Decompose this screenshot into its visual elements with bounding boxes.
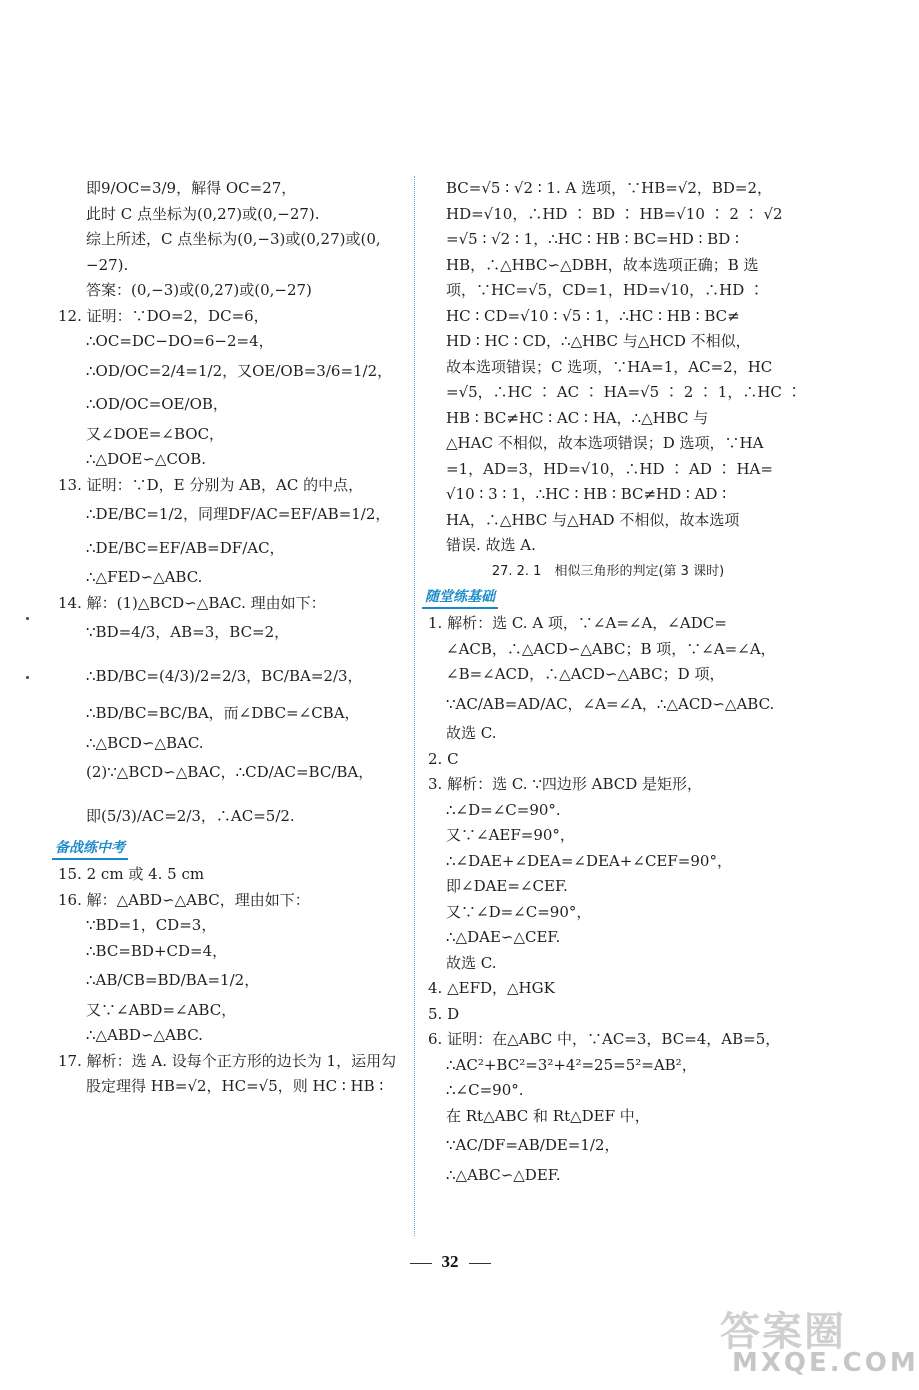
speck (26, 676, 29, 679)
text-line: √10 ∶ 3 ∶ 1，∴HC ∶ HB ∶ BC≠HD ∶ AD ∶ (446, 485, 727, 503)
text-line: =√5 ∶ √2 ∶ 1，∴HC ∶ HB ∶ BC=HD ∶ BD ∶ (446, 230, 739, 248)
text-line: BC=√5 ∶ √2 ∶ 1. A 选项，∵HB=√2，BD=2， (446, 179, 773, 197)
text-line: ∴AC²+BC²=3²+4²=25=5²=AB²， (446, 1055, 697, 1074)
text-line: ∴△BCD∽△BAC. (86, 733, 204, 752)
text-line: 即∠DAE=∠CEF. (446, 877, 568, 895)
text-line: ∴OC=DC−DO=6−2=4， (86, 332, 274, 350)
text-line: 即(5/3)/AC=2/3，∴AC=5/2. (86, 806, 295, 825)
watermark-cn: 答案圈 (720, 1309, 846, 1355)
dash-left (410, 1263, 432, 1264)
text-line: ∵BD=4/3，AB=3，BC=2， (86, 623, 290, 641)
text-line: 综上所述，C 点坐标为(0,−3)或(0,27)或(0, (86, 230, 381, 248)
text-line: 又∵∠D=∠C=90°， (446, 902, 592, 921)
text-line: HC ∶ CD=√10 ∶ √5 ∶ 1，∴HC ∶ HB ∶ BC≠ (446, 306, 740, 325)
text-line: 又∵∠ABD=∠ABC， (86, 1000, 237, 1019)
problem-14: 14. 解：(1)△BCD∽△BAC. 理由如下： (58, 593, 326, 612)
problem-17: 17. 解析：选 A. 设每个正方形的边长为 1，运用勾 (58, 1051, 397, 1070)
text-line: ∴OD/OC=2/4=1/2，又OE/OB=3/6=1/2， (86, 361, 393, 380)
text-line: ∵AC/DF=AB/DE=1/2， (446, 1136, 620, 1154)
text-line: −27). (86, 255, 129, 274)
problem-1: 1. 解析：选 C. A 项，∵∠A=∠A，∠ADC= (428, 614, 727, 632)
text-line: =1，AD=3，HD=√10，∴HD ∶ AD ∶ HA= (446, 459, 773, 478)
text-line: HA，∴△HBC 与△HAD 不相似，故本选项 (446, 510, 740, 529)
text-line: HB，∴△HBC∽△DBH，故本选项正确；B 选 (446, 255, 759, 274)
text-line: ∴∠D=∠C=90°. (446, 800, 561, 819)
text-line: =√5，∴HC ∶ AC ∶ HA=√5 ∶ 2 ∶ 1，∴HC ∶ (446, 383, 802, 401)
right-column (425, 176, 802, 1188)
text-line: ∴△DOE∽△COB. (86, 450, 207, 468)
answer-line: 答案：(0,−3)或(0,27)或(0,−27) (86, 281, 312, 299)
text-line: HD=√10，∴HD ∶ BD ∶ HB=√10 ∶ 2 ∶ √2 (446, 204, 783, 223)
text-line: ∴OD/OC=OE/OB， (86, 395, 228, 413)
problem-12: 12. 证明：∵DO=2，DC=6， (58, 306, 269, 325)
problem-2: 2. C (428, 749, 459, 768)
text-line: 故本选项错误；C 选项，∵HA=1，AC=2，HC (446, 357, 773, 376)
text-line: ∴△ABD∽△ABC. (86, 1026, 203, 1044)
text-line: 此时 C 点坐标为(0,27)或(0,−27). (86, 204, 320, 223)
text-line: ∵AC/AB=AD/AC，∠A=∠A，∴△ACD∽△ABC. (446, 694, 775, 713)
problem-16: 16. 解：△ABD∽△ABC，理由如下： (58, 890, 310, 909)
text-line: 在 Rt△ABC 和 Rt△DEF 中， (446, 1106, 650, 1125)
text-line: ∴DE/BC=1/2，同理DF/AC=EF/AB=1/2， (86, 505, 391, 523)
text-line: HD ∶ HC ∶ CD，∴△HBC 与△HCD 不相似， (446, 332, 751, 350)
text-line: 即9/OC=3/9，解得 OC=27， (86, 179, 297, 197)
text-line: ∴BD/BC=BC/BA，而∠DBC=∠CBA， (86, 704, 360, 722)
text-line: ∵BD=1，CD=3， (86, 916, 217, 934)
speck (26, 617, 29, 620)
problem-13: 13. 证明：∵D，E 分别为 AB，AC 的中点， (58, 475, 364, 494)
problem-5: 5. D (428, 1004, 460, 1023)
lesson-title: 27. 2. 1 相似三角形的判定(第 3 课时) (491, 563, 725, 579)
text-line: ∴AB/CB=BD/BA=1/2， (86, 971, 260, 989)
text-line: △HAC 不相似，故本选项错误；D 选项，∵HA (446, 434, 764, 452)
text-line: 故选 C. (446, 724, 497, 742)
watermark-logo (712, 1300, 919, 1382)
text-line: 故选 C. (446, 953, 497, 972)
left-column (55, 176, 408, 1100)
text-line: ∴△FED∽△ABC. (86, 568, 203, 586)
problem-3: 3. 解析：选 C. ∵四边形 ABCD 是矩形， (428, 775, 703, 793)
text-line: ∠ACB，∴△ACD∽△ABC；B 项，∵∠A=∠A， (446, 639, 776, 658)
text-line: ∴△ABC∽△DEF. (446, 1165, 561, 1184)
page-number-text: 32 (441, 1252, 459, 1271)
text-line: ∴∠C=90°. (446, 1081, 524, 1099)
text-line: ∴DE/BC=EF/AB=DF/AC， (86, 538, 285, 557)
text-line: ∴BC=BD+CD=4， (86, 941, 228, 960)
text-line: ∠B=∠ACD，∴△ACD∽△ABC；D 项， (446, 665, 725, 683)
text-line: ∴△DAE∽△CEF. (446, 928, 561, 946)
text-line: (2)∵△BCD∽△BAC，∴CD/AC=BC/BA， (86, 763, 374, 781)
dash-right (469, 1263, 491, 1264)
text-line: 股定理得 HB=√2，HC=√5，则 HC ∶ HB ∶ (86, 1077, 384, 1095)
text-line: HB ∶ BC≠HC ∶ AC ∶ HA，∴△HBC 与 (446, 408, 709, 427)
section-heading-exam: 备战练中考 (52, 838, 128, 860)
text-line: 错误. 故选 A. (446, 536, 536, 554)
text-line: ∴∠DAE+∠DEA=∠DEA+∠CEF=90°， (446, 851, 732, 870)
watermark-en: MXQE.COM (732, 1348, 919, 1378)
problem-15: 15. 2 cm 或 4. 5 cm (58, 865, 205, 883)
problem-4: 4. △EFD，△HGK (428, 979, 555, 997)
text-line: 又∵∠AEF=90°， (446, 826, 575, 844)
text-line: ∴BD/BC=(4/3)/2=2/3，BC/BA=2/3， (86, 666, 363, 685)
problem-6: 6. 证明：在△ABC 中，∵AC=3，BC=4，AB=5， (428, 1030, 781, 1048)
text-line: 项，∵HC=√5，CD=1，HD=√10，∴HD ∶ (446, 281, 765, 299)
column-divider (414, 176, 415, 1236)
page-number (0, 1252, 900, 1272)
section-heading-practice: 随堂练基础 (422, 587, 498, 609)
text-line: 又∠DOE=∠BOC， (86, 424, 225, 443)
